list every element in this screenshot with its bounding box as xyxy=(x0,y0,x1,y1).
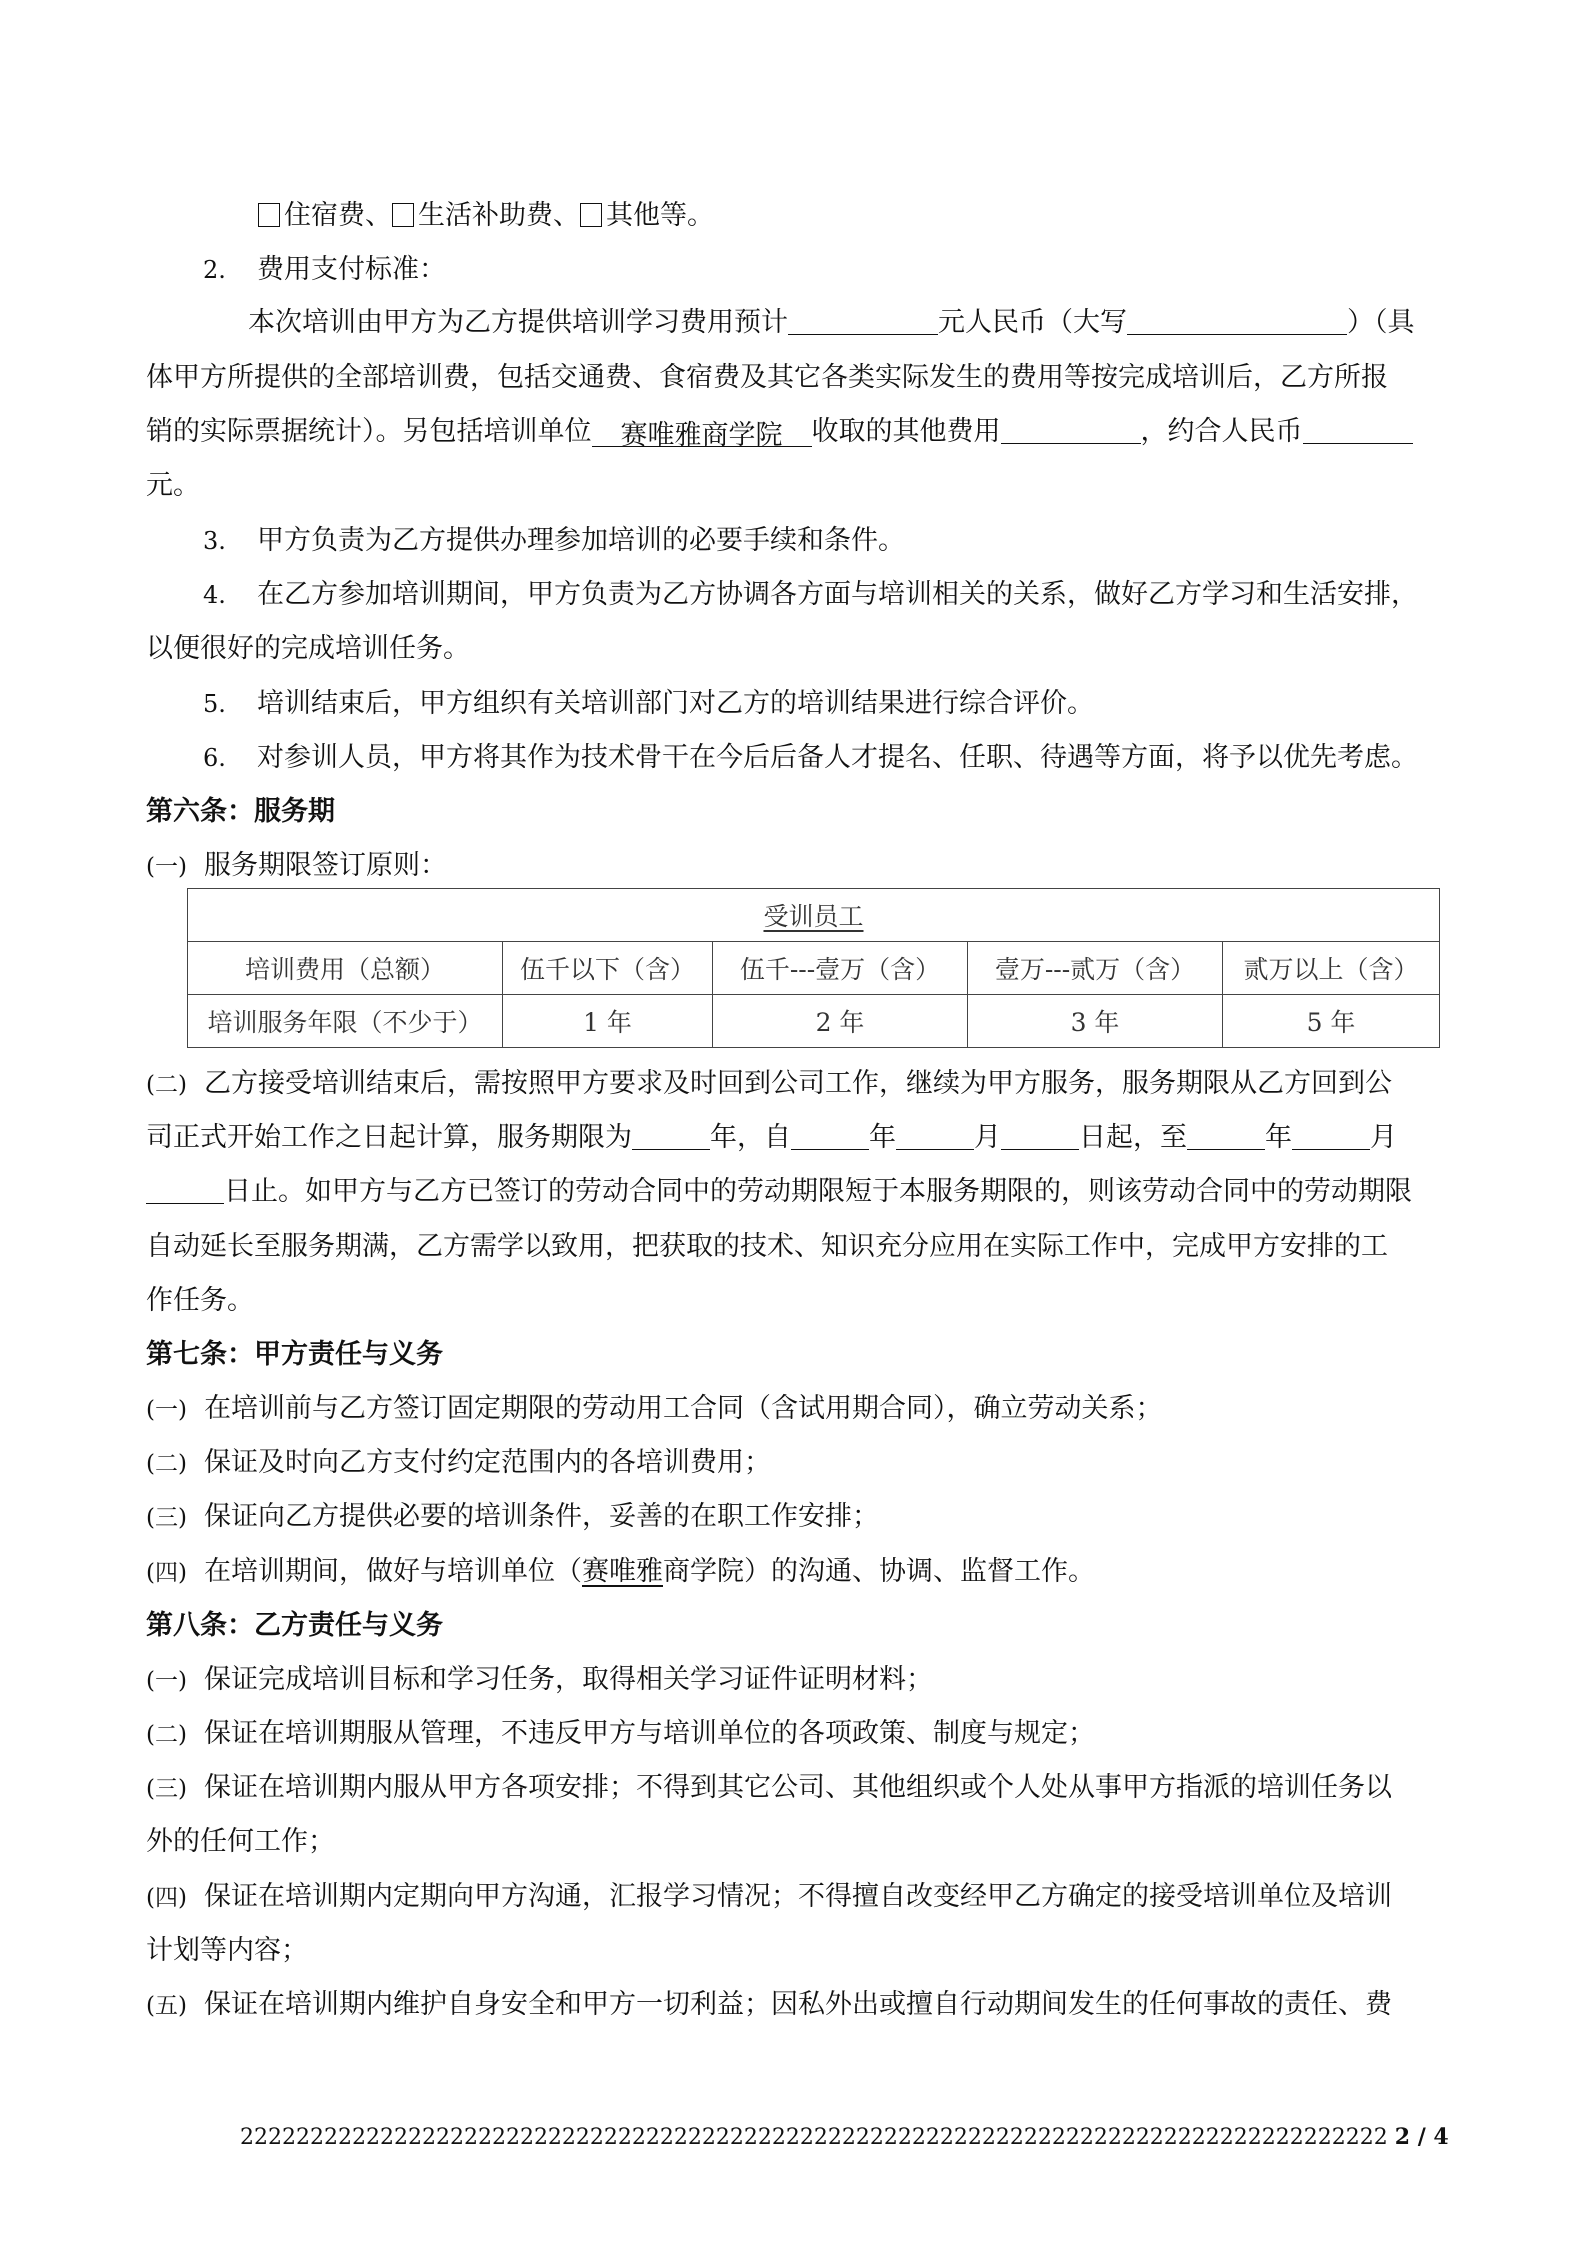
paragraph-line: 以便很好的完成培训任务。 xyxy=(146,633,470,664)
table-row xyxy=(188,995,1440,1048)
section-7-item-3: (三) 保证向乙方提供必要的培训条件，妥善的在职工作安排； xyxy=(146,1501,879,1532)
section-7-item-1: (一) 在培训前与乙方签订固定期限的劳动用工合同（含试用期合同），确立劳动关系； xyxy=(146,1393,1163,1424)
section-8-item-3: (三) 保证在培训期内服从甲方各项安排；不得到其它公司、其他组织或个人处从事甲方指派的培训任务以 xyxy=(146,1772,1392,1803)
checkbox-living-allowance[interactable] xyxy=(392,203,414,227)
term-years-blank[interactable] xyxy=(632,1119,710,1150)
section-8-item-5: (五) 保证在培训期内维护自身安全和甲方一切利益；因私外出或擅自行动期间发生的任何事故的责任、费 xyxy=(146,1989,1392,2020)
table-cell: 培训费用（总额） xyxy=(188,942,503,995)
start-month-blank[interactable] xyxy=(896,1119,974,1150)
page-number: 2 / 4 xyxy=(1394,2124,1449,2150)
table-cell: 壹万---贰万（含） xyxy=(968,942,1223,995)
fee-capital-blank[interactable] xyxy=(1127,304,1347,335)
training-unit-line: 销的实际票据统计）。另包括培训单位 赛唯雅商学院 收取的其他费用 ，约合人民币 xyxy=(146,412,1446,452)
rmb-amount-blank[interactable] xyxy=(1303,413,1413,444)
paragraph-line: 元。 xyxy=(146,470,200,501)
table-cell: 3 年 xyxy=(968,995,1223,1048)
table-row xyxy=(188,942,1440,995)
section-heading-6: 第六条：服务期 xyxy=(146,796,335,827)
section-heading-8: 第八条：乙方责任与义务 xyxy=(146,1610,443,1641)
item-3: 3. 甲方负责为乙方提供办理参加培训的必要手续和条件。 xyxy=(203,525,905,556)
section-6-item-1: (一) 服务期限签订原则： xyxy=(146,850,447,881)
section-7-item-4: (四) 在培训期间，做好与培训单位（赛唯雅商学院）的沟通、协调、监督工作。 xyxy=(146,1556,1095,1587)
paragraph-line: 外的任何工作； xyxy=(146,1826,335,1857)
other-fee-blank[interactable] xyxy=(1001,413,1141,444)
fee-estimate-line: 本次培训由甲方为乙方提供培训学习费用预计 元人民币（大写 ）（具 xyxy=(248,303,1548,343)
start-year-blank[interactable] xyxy=(791,1119,869,1150)
training-unit-field[interactable]: 赛唯雅商学院 xyxy=(592,416,812,447)
table-cell: 培训服务年限（不少于） xyxy=(188,995,503,1048)
item-5: 5. 培训结束后，甲方组织有关培训部门对乙方的培训结果进行综合评价。 xyxy=(203,688,1094,719)
checkbox-lodging[interactable] xyxy=(258,203,280,227)
paragraph-line: 计划等内容； xyxy=(146,1935,308,1966)
footer-filler-text: 2222222222222222222222222222222222222222222222222222222222222222222222222222222222 xyxy=(240,2125,1388,2150)
training-unit-name: 赛唯雅 xyxy=(582,1556,663,1587)
paragraph-line: 日止。如甲方与乙方已签订的劳动合同中的劳动期限短于本服务期限的，则该劳动合同中的劳动期限 xyxy=(146,1172,1446,1212)
expense-options-line: 住宿费、 生活补助费、 其他等。 xyxy=(258,196,1558,236)
fee-amount-blank[interactable] xyxy=(788,304,938,335)
service-term-line: 司正式开始工作之日起计算，服务期限为 年，自 年 月 日起，至 年 月 xyxy=(146,1118,1446,1158)
checkbox-other[interactable] xyxy=(580,203,602,227)
start-day-blank[interactable] xyxy=(1001,1119,1079,1150)
section-7-item-2: (二) 保证及时向乙方支付约定范围内的各培训费用； xyxy=(146,1447,771,1478)
section-8-item-2: (二) 保证在培训期服从管理，不违反甲方与培训单位的各项政策、制度与规定； xyxy=(146,1718,1095,1749)
section-heading-7: 第七条：甲方责任与义务 xyxy=(146,1339,443,1370)
end-month-blank[interactable] xyxy=(1292,1119,1370,1150)
item-4: 4. 在乙方参加培训期间，甲方负责为乙方协调各方面与培训相关的关系，做好乙方学习和生活安排， xyxy=(203,579,1418,610)
page-footer xyxy=(240,2124,1449,2150)
service-period-table xyxy=(187,888,1440,1048)
item-6: 6. 对参训人员，甲方将其作为技术骨干在今后后备人才提名、任职、待遇等方面，将予以优先考虑。 xyxy=(203,742,1418,773)
item-2: 2. 费用支付标准： xyxy=(203,254,446,285)
table-cell: 贰万以上（含） xyxy=(1223,942,1440,995)
paragraph-line: 自动延长至服务期满，乙方需学以致用，把获取的技术、知识充分应用在实际工作中，完成甲方安排的工 xyxy=(146,1231,1388,1262)
table-cell: 伍千---壹万（含） xyxy=(713,942,968,995)
section-6-item-2: (二) 乙方接受培训结束后，需按照甲方要求及时回到公司工作，继续为甲方服务，服务期限从乙方回到公 xyxy=(146,1068,1392,1099)
section-8-item-1: (一) 保证完成培训目标和学习任务，取得相关学习证件证明材料； xyxy=(146,1664,933,1695)
table-cell: 1 年 xyxy=(503,995,713,1048)
table-header-cell: 受训员工 xyxy=(188,889,1440,942)
end-year-blank[interactable] xyxy=(1187,1119,1265,1150)
table-cell: 5 年 xyxy=(1223,995,1440,1048)
paragraph-line: 作任务。 xyxy=(146,1285,254,1316)
table-cell: 2 年 xyxy=(713,995,968,1048)
table-cell: 伍千以下（含） xyxy=(503,942,713,995)
section-8-item-4: (四) 保证在培训期内定期向甲方沟通，汇报学习情况；不得擅自改变经甲乙方确定的接受培训单位及培训 xyxy=(146,1881,1392,1912)
end-day-blank[interactable] xyxy=(146,1173,224,1204)
paragraph-line: 体甲方所提供的全部培训费，包括交通费、食宿费及其它各类实际发生的费用等按完成培训后，乙方所报 xyxy=(146,362,1388,393)
